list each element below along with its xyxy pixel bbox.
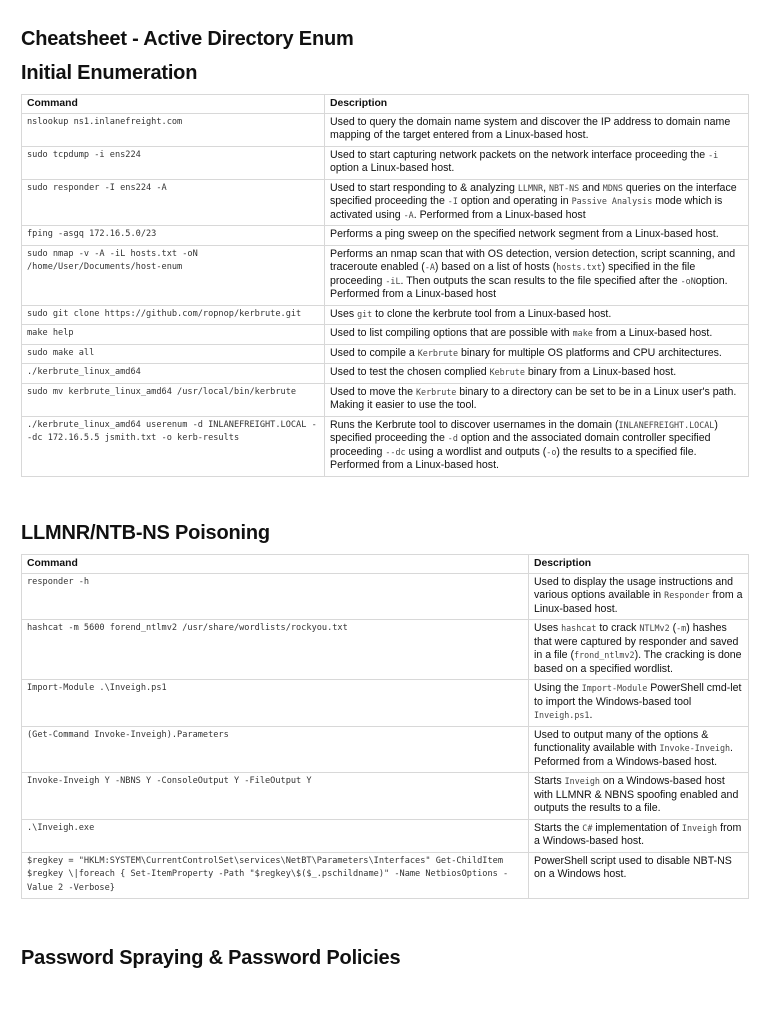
description-text: option a Linux-based host. (330, 162, 455, 174)
description-text: Using the (534, 682, 582, 694)
inline-code: -oN (680, 275, 696, 286)
description-text: ) specified in the file proceeding (330, 261, 696, 287)
table-header-row (22, 95, 749, 114)
description-text: . Then outputs the scan results to the file specified after the (400, 274, 681, 287)
description-text: ). The cracking is done based on a specified wordlist. (534, 649, 742, 675)
description-cell (325, 113, 749, 146)
description-text: . Peformed from a Windows-based host. (534, 742, 733, 768)
inline-code: -I (447, 196, 458, 206)
description-text: from a Windows-based host. (534, 821, 742, 847)
description-cell (529, 620, 749, 680)
initial-enumeration-table (21, 94, 749, 477)
table-row (22, 344, 749, 364)
command-cell: sudo nmap -v -A -iL hosts.txt -oN /home/User/Documents/host-enum (22, 245, 325, 305)
inline-code: hosts.txt (556, 262, 602, 272)
table-row (22, 620, 749, 680)
description-text: binary to a directory can be set to be in a Linux user's path. Making it easier to use the tool. (330, 385, 737, 411)
command-cell: sudo make all (22, 344, 325, 364)
description-cell (529, 726, 749, 773)
inline-code: Import-Module (581, 683, 648, 693)
description-text: binary for multiple OS platforms and CPU architectures. (458, 346, 722, 359)
command-cell: ./kerbrute_linux_amd64 userenum -d INLANEFREIGHT.LOCAL --dc 172.16.5.5 jsmith.txt -o kerb-results (22, 416, 325, 476)
inline-code: -A (424, 262, 435, 272)
inline-code: Kerbrute (417, 347, 459, 358)
column-header-description: Description (529, 555, 749, 574)
description-text: PowerShell cmd-let to import the Windows-based tool (534, 682, 742, 708)
command-cell: hashcat -m 5600 forend_ntlmv2 /usr/share/wordlists/rockyou.txt (22, 620, 529, 680)
column-header-command: Command (22, 95, 325, 114)
description-text: Used to query the domain name system and discover the IP address to domain name mapping of the target entered from a Linux-based host. (330, 115, 731, 141)
command-cell: Import-Module .\Inveigh.ps1 (22, 680, 529, 727)
inline-code: -A (403, 209, 414, 220)
section-heading-initial-enumeration: Initial Enumeration (21, 62, 198, 84)
command-cell: nslookup ns1.inlanefreight.com (22, 113, 325, 146)
description-text: Used to list compiling options that are possible with (330, 327, 573, 339)
table-header-row (22, 555, 749, 574)
command-cell: ./kerbrute_linux_amd64 (22, 364, 325, 384)
llmnr-poisoning-table (21, 554, 749, 899)
command-cell: responder -h (22, 573, 529, 620)
table-row (22, 146, 749, 179)
description-text: using a wordlist and outputs ( (405, 445, 547, 458)
section-heading-password-spraying: Password Spraying & Password Policies (21, 947, 401, 969)
section-heading-llmnr-poisoning: LLMNR/NTB-NS Poisoning (21, 522, 270, 544)
inline-code: Kerbrute (415, 386, 457, 397)
table-row (22, 113, 749, 146)
description-cell (529, 819, 749, 852)
description-text: Used to compile a (330, 346, 418, 359)
description-cell (529, 573, 749, 620)
description-cell (325, 383, 749, 416)
description-cell (325, 226, 749, 246)
description-cell (325, 179, 749, 226)
inline-code: Invoke-Inveigh (659, 743, 731, 753)
inline-code: Inveigh.ps1 (534, 710, 590, 720)
description-text: . (589, 709, 593, 721)
description-text: to clone the kerbrute tool from a Linux-based host. (372, 307, 612, 320)
description-text: and (579, 181, 603, 194)
description-text: Starts (534, 775, 565, 787)
inline-code: INLANEFREIGHT.LOCAL (618, 419, 715, 430)
table-row (22, 573, 749, 620)
description-text: implementation of (592, 821, 682, 834)
description-cell (325, 364, 749, 384)
description-text: option. Performed from a Linux-based host (330, 274, 728, 300)
description-text: , (543, 181, 549, 194)
inline-code: NTLMv2 (639, 623, 670, 633)
description-text: ) hashes that were captured by responder and saved in a file ( (534, 622, 739, 661)
inline-code: -d (447, 433, 458, 443)
inline-code: Responder (664, 590, 710, 600)
description-text: ) specified proceeding the (330, 418, 718, 444)
inline-code: Kebrute (489, 367, 525, 377)
description-text: queries on the interface specified proceeding the (330, 181, 737, 207)
description-text: to crack (596, 622, 640, 634)
inline-code: Passive Analysis (571, 196, 653, 206)
command-cell: sudo mv kerbrute_linux_amd64 /usr/local/bin/kerbrute (22, 383, 325, 416)
description-text: Used to output many of the options & functionality available with (534, 728, 709, 754)
inline-code: -m (676, 623, 687, 633)
description-text: mode which is activated using (330, 195, 723, 221)
inline-code: -i (708, 149, 719, 160)
description-cell (529, 852, 749, 899)
inline-code: frond_ntlmv2 (574, 650, 635, 660)
table-row (22, 819, 749, 852)
description-text: Used to start responding to & analyzing (330, 181, 518, 194)
table-row (22, 383, 749, 416)
description-text: option and operating in (457, 195, 572, 207)
description-text: Used to display the usage instructions and various options available in (534, 575, 734, 601)
inline-code: MDNS (602, 182, 623, 193)
description-text: Performs an nmap scan that with OS detection, version detection, script scanning, and traceroute enabled ( (330, 247, 736, 273)
command-cell: sudo responder -I ens224 -A (22, 179, 325, 226)
description-text: from a Linux-based host. (534, 589, 743, 615)
description-text: PowerShell script used to disable NBT-NS on a Windows host. (534, 854, 732, 880)
description-text: Runs the Kerbrute tool to discover usernames in the domain ( (330, 418, 619, 431)
command-cell: $regkey = "HKLM:SYSTEM\CurrentControlSet\services\NetBT\Parameters\Interfaces" Get-ChildItem $regkey \|foreach { Set-ItemProperty -Path "$regkey\$($_.pschildname)" -Name NetbiosOptions -Value 2 -Verbose} (22, 852, 529, 899)
description-text: option and the associated domain controller specified proceeding (330, 432, 711, 458)
description-text: Used to test the chosen complied (330, 366, 490, 378)
description-cell (529, 680, 749, 727)
description-text: Starts the (534, 821, 583, 834)
table-row (22, 416, 749, 476)
description-cell (325, 344, 749, 364)
description-text: ) the results to a specified file. Performed from a Linux-based host. (330, 445, 697, 471)
description-text: from a Linux-based host. (592, 327, 713, 339)
table-row (22, 179, 749, 226)
table-row (22, 726, 749, 773)
description-cell (325, 305, 749, 325)
inline-code: NBT-NS (548, 182, 580, 193)
table-row (22, 305, 749, 325)
description-cell (325, 416, 749, 476)
table-row (22, 325, 749, 345)
command-cell: sudo tcpdump -i ens224 (22, 146, 325, 179)
description-text: Used to move the (330, 385, 416, 398)
inline-code: hashcat (561, 623, 597, 633)
column-header-command: Command (22, 555, 529, 574)
command-cell: make help (22, 325, 325, 345)
table-row (22, 680, 749, 727)
table-row (22, 773, 749, 820)
command-cell: fping -asgq 172.16.5.0/23 (22, 226, 325, 246)
inline-code: Inveigh (681, 822, 718, 833)
inline-code: C# (582, 822, 593, 833)
inline-code: make (572, 328, 593, 338)
column-header-description: Description (325, 95, 749, 114)
description-text: ( (669, 622, 677, 634)
page-title: Cheatsheet - Active Directory Enum (21, 28, 354, 50)
table-row (22, 852, 749, 899)
description-text: ) based on a list of hosts ( (434, 261, 557, 273)
command-cell: .\Inveigh.exe (22, 819, 529, 852)
table-row (22, 364, 749, 384)
description-text: Performs a ping sweep on the specified network segment from a Linux-based host. (330, 228, 719, 240)
inline-code: LLMNR (517, 182, 544, 193)
description-cell (325, 325, 749, 345)
table-row (22, 245, 749, 305)
description-text: binary from a Linux-based host. (524, 366, 677, 378)
description-cell (325, 245, 749, 305)
command-cell: (Get-Command Invoke-Inveigh).Parameters (22, 726, 529, 773)
description-text: on a Windows-based host with LLMNR & NBNS spoofing enabled and outputs the results to a file. (534, 775, 739, 814)
command-cell: Invoke-Inveigh Y -NBNS Y -ConsoleOutput Y -FileOutput Y (22, 773, 529, 820)
inline-code: -iL (385, 275, 401, 286)
inline-code: git (357, 308, 373, 319)
command-cell: sudo git clone https://github.com/ropnop/kerbrute.git (22, 305, 325, 325)
inline-code: --dc (385, 446, 406, 457)
description-text: . Performed from a Linux-based host (413, 208, 586, 221)
table-row (22, 226, 749, 246)
inline-code: Inveigh (564, 776, 600, 786)
description-cell (325, 146, 749, 179)
description-text: Used to start capturing network packets on the network interface proceeding the (330, 148, 709, 161)
description-text: Uses (330, 307, 358, 320)
inline-code: -o (546, 446, 557, 457)
description-text: Uses (534, 622, 562, 634)
description-cell (529, 773, 749, 820)
